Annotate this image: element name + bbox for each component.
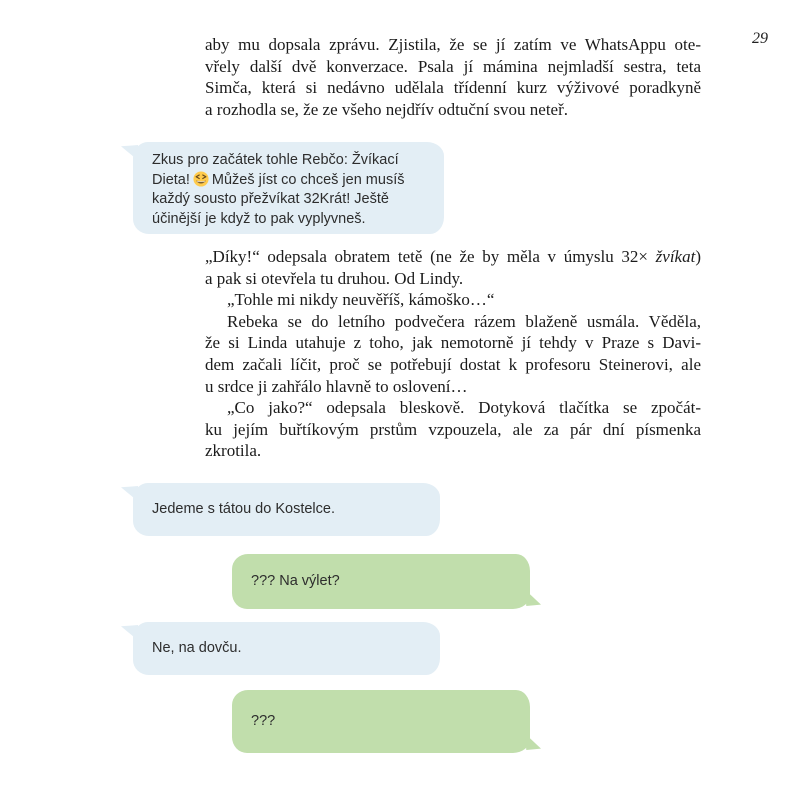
- chat-bubble-incoming-1: [133, 142, 444, 234]
- text-line: Rebeka se do letního podvečera rázem blaženě usmála. Věděla,: [227, 311, 701, 331]
- text-line: dem začali líčit, proč se potřebují dostat k profesoru Steinerovi, ale: [205, 354, 701, 374]
- text-line: Simča, která si nedávno udělala třídenní kurz výživové poradkyně: [205, 78, 701, 98]
- text-line: zkrotila.: [205, 441, 262, 461]
- text-line: u srdce ji zahřálo hlavně to oslovení…: [205, 376, 468, 396]
- chat-bubble-outgoing-2: [232, 690, 530, 753]
- text-line: a pak si otevřela tu druhou. Od Lindy.: [205, 268, 464, 288]
- chat-bubble-incoming-2: [133, 483, 440, 536]
- chat-bubble-incoming-3: [133, 622, 440, 675]
- chat-bubble-text: ???: [251, 712, 276, 729]
- chat-bubble-text: Jedeme s tátou do Kostelce.: [152, 500, 335, 517]
- text-line: „Co jako?“ odepsala bleskově. Dotyková tlačítka se zpočát-: [227, 398, 701, 418]
- bubble1-text-before: Zkus pro začátek tohle Rebčo: Žvíkací Dieta!: [152, 152, 399, 188]
- chat-bubble-outgoing-1: [232, 554, 530, 609]
- paragraph: [205, 246, 701, 462]
- bubble1-text-after: Můžeš jíst co chceš jen musíš každý sousto přežvíkat 32Krát! Ještě účinější je když to pak vyplyvneš.: [152, 171, 405, 227]
- text-line: že si Linda utahuje z toho, jak nemotorně jí tehdy v Praze s Davi-: [205, 333, 701, 353]
- text-line: vřely další dvě konverzace. Psala jí mámina nejmladší sestra, teta: [205, 56, 701, 76]
- italic-word: žvíkat: [655, 247, 696, 266]
- chat-bubble-text: ??? Na výlet?: [251, 572, 340, 589]
- page-number: 29: [752, 30, 768, 47]
- grinning-squinting-face-emoji-icon: [193, 171, 209, 187]
- paragraph: [205, 34, 701, 120]
- text-line: [205, 246, 701, 268]
- chat-bubble-text: [133, 142, 444, 234]
- text-line: „Tohle mi nikdy neuvěříš, kámoško…“: [227, 290, 495, 310]
- text-line: a rozhodla se, že ze všeho nejdřív odtuční svou neteř.: [205, 99, 569, 119]
- text-segment: „Díky!“ odepsala obratem tetě (ne že by měla v úmyslu 32×: [205, 247, 656, 266]
- text-line: ku jejím buřtíkovým prstům vzpouzela, ale za pár dní písmenka: [205, 419, 701, 439]
- chat-bubble-text: Ne, na dovču.: [152, 639, 242, 656]
- text-segment: ): [695, 247, 701, 266]
- text-line: aby mu dopsala zprávu. Zjistila, že se jí zatím ve WhatsAppu ote-: [205, 35, 701, 54]
